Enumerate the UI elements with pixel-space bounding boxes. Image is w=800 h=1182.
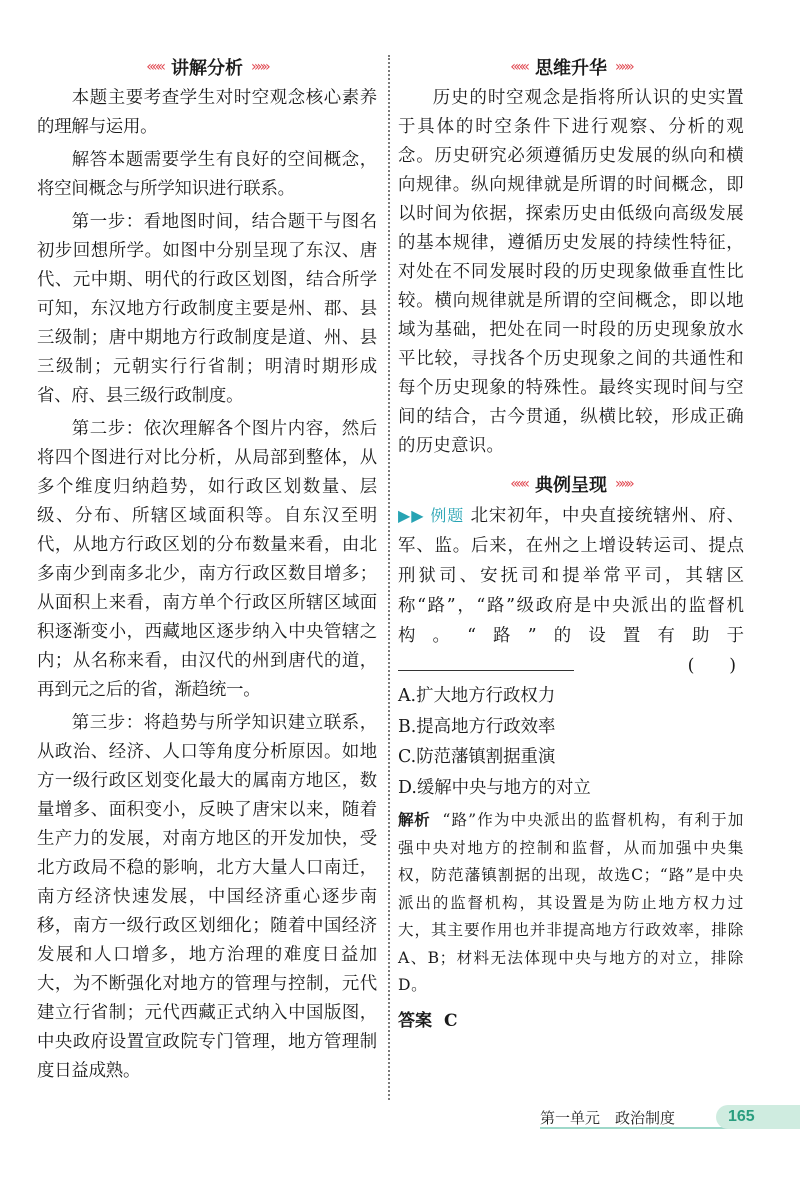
- chevron-right-decoration-icon: »»»: [251, 59, 268, 75]
- section-title-explanation: [37, 52, 377, 82]
- chevron-left-decoration-icon: «««: [510, 59, 527, 75]
- section-title-example: [398, 469, 744, 499]
- right-column: [398, 52, 744, 1031]
- paragraph: 历史的时空观念是指将所认识的史实置于具体的时空条件下进行观察、分析的观念。历史研究必须遵循历史发展的纵向和横向规律。纵向规律就是所谓的时间概念，即以时间为依据，探索历史由低级向高级发展的基本规律，遵循历史发展的持续性特征，对处在不同发展时段的历史现象做垂直性比较。横向规律就是所谓的空间概念，即以地域为基础，把处在同一时段的历史现象放水平比较，寻找各个历史现象之间的共通性和每个历史现象的特殊性。最终实现时间与空间的结合，古今贯通，纵横比较，形成正确的历史意识。: [398, 88, 744, 456]
- paragraph: 第三步：将趋势与所学知识建立联系，从政治、经济、人口等角度分析原因。如地方一级行政区划变化最大的属南方地区，数量增多、面积变小，反映了唐宋以来，随着生产力的发展，对南方地区的开发加快，受北方政局不稳的影响，北方大量人口南迁，南方经济快速发展，中国经济重心逐步南移，南方一级行政区划细化；随着中国经济发展和人口增多，地方治理的难度日益加大，为不断强化对地方的管理与控制，元代建立行省制；元代西藏正式纳入中国版图，中央政府设置宣政院专门管理，地方管理制度日益成熟。: [37, 713, 377, 1081]
- analysis-text: “路”作为中央派出的监督机构，有利于加强中央对地方的控制和监督，从而加强中央集权，防范藩镇割据的出现，故选C；“路”是中央派出的监督机构，其设置是为防止地方权力过大，其主要作用也并非提高地方行政效率，排除A、B；材料无法体现中央与地方的对立，排除D。: [398, 811, 744, 994]
- analysis: [398, 807, 744, 1000]
- answer: [398, 1006, 744, 1031]
- option-c: C.防范藩镇割据重演: [398, 747, 556, 767]
- column-divider: [388, 55, 390, 1100]
- page-number: 165: [716, 1105, 800, 1129]
- paragraph: 第二步：依次理解各个图片内容，然后将四个图进行对比分析，从局部到整体，从多个维度归纳趋势，如行政区划数量、层级、分布、所辖区域面积等。自东汉至明代，从地方行政区划的分布数量来看，由北多南少到南多北少，南方行政区数目增多；从面积上来看，南方单个行政区所辖区域面积逐渐变小，西藏地区逐步纳入中央管辖之内；从名称来看，由汉代的州到唐代的道，再到元之后的省，渐趋统一。: [37, 419, 377, 700]
- chevron-right-decoration-icon: »»»: [615, 59, 632, 75]
- answer-value: C: [444, 1010, 458, 1031]
- left-column: [37, 52, 377, 1086]
- section-title-text: 讲解分析: [171, 58, 243, 79]
- chevron-left-decoration-icon: «««: [510, 476, 527, 492]
- option-b: B.提高地方行政效率: [398, 716, 556, 737]
- option-d: D.缓解中央与地方的对立: [398, 777, 591, 798]
- chevron-right-decoration-icon: »»»: [615, 476, 632, 492]
- answer-blank: [398, 652, 574, 671]
- question-text: 北宋初年，中央直接统辖州、府、军、监。后来，在州之上增设转运司、提点刑狱司、安抚司和提举常平司，其辖区称“路”，“路”级政府是中央派出的监督机构。“路”的设置有助于: [398, 506, 744, 646]
- section-title-text: 典例呈现: [535, 475, 607, 496]
- paragraph: 解答本题需要学生有良好的空间概念，将空间概念与所学知识进行联系。: [37, 150, 377, 199]
- paragraph: 本题主要考查学生对时空观念核心素养的理解与运用。: [37, 88, 377, 137]
- paragraph: 第一步：看地图时间，结合题干与图名初步回想所学。如图中分别呈现了东汉、唐代、元中期、明代的行政区划图，结合所学可知，东汉地方行政制度主要是州、郡、县三级制；唐中期地方行政制度是道、州、县三级制；元朝实行行省制；明清时期形成省、府、县三级行政制度。: [37, 212, 377, 406]
- page-footer: [0, 1105, 800, 1133]
- section-title-text: 思维升华: [535, 58, 607, 79]
- example-tag-label: 例题: [430, 506, 465, 525]
- section-title-thinking: [398, 52, 744, 82]
- analysis-label: 解析: [398, 811, 431, 829]
- answer-label: 答案: [398, 1010, 432, 1031]
- example-question: [398, 501, 744, 681]
- chevron-left-decoration-icon: «««: [146, 59, 163, 75]
- example-tag: [398, 506, 464, 525]
- answer-parentheses: ( ): [687, 656, 736, 676]
- option-a: A.扩大地方行政权力: [398, 686, 556, 706]
- unit-label: 第一单元 政治制度: [540, 1109, 676, 1127]
- play-arrow-icon: ▶▶: [398, 506, 425, 525]
